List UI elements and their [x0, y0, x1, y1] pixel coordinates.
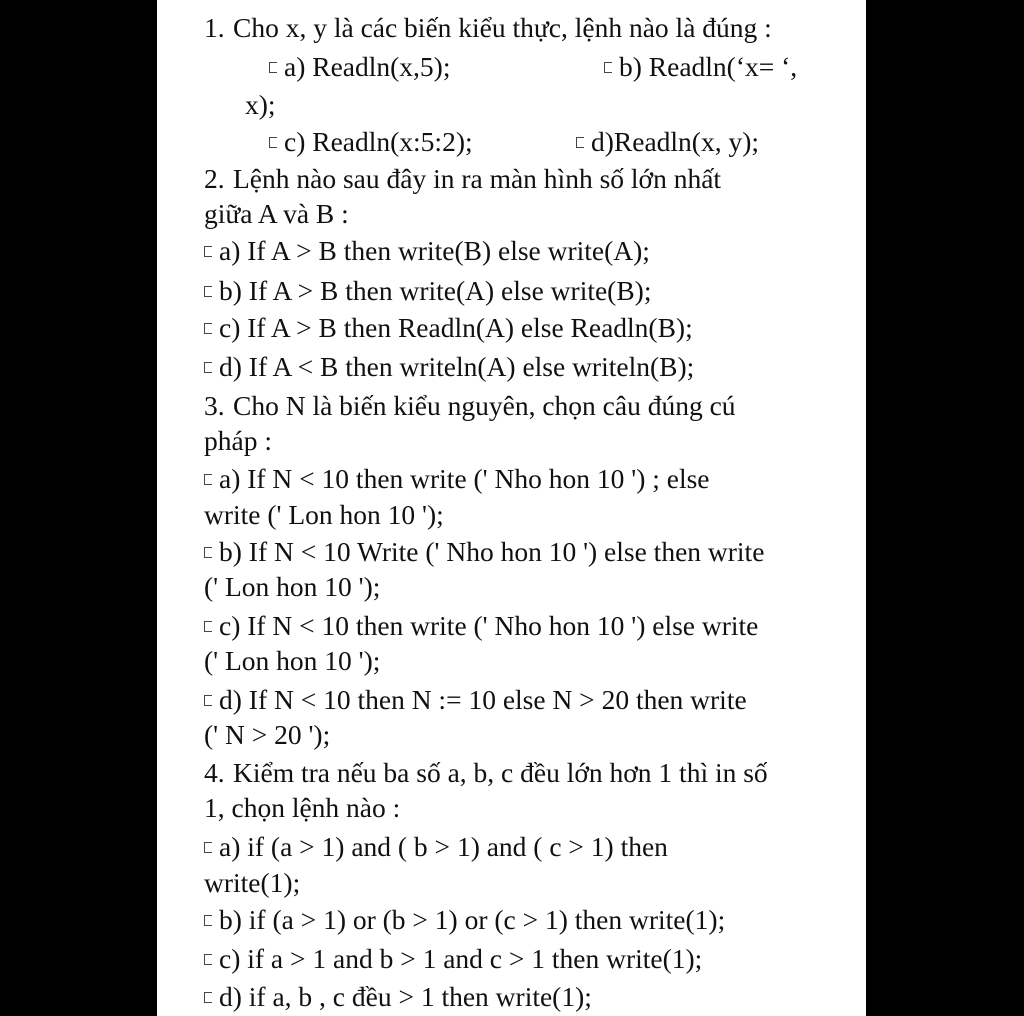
option-4a[interactable]: a) if (a > 1) and ( b > 1) and ( c > 1) then: [157, 830, 866, 864]
checkbox-icon: [204, 362, 212, 373]
question-3-text: Cho N là biến kiểu nguyên, chọn câu đúng cú: [233, 390, 736, 421]
checkbox-icon: [204, 474, 212, 485]
question-1-options-cd: [157, 125, 866, 159]
question-4-text: Kiểm tra nếu ba số a, b, c đều lớn hơn 1 thì in số: [233, 757, 768, 788]
option-4d[interactable]: d) if a, b , c đều > 1 then write(1);: [157, 980, 866, 1014]
question-4-line-2: 1, chọn lệnh nào :: [204, 792, 401, 823]
question-4-line: [157, 756, 866, 790]
question-2-line: [157, 162, 866, 196]
question-1-text: Cho x, y là các biến kiểu thực, lệnh nào là đúng :: [233, 12, 772, 43]
checkbox-icon: [204, 286, 212, 297]
option-1b[interactable]: b) Readln(‘x= ‘,: [604, 50, 797, 84]
checkbox-icon: [204, 992, 212, 1003]
checkbox-icon: [204, 621, 212, 632]
option-3a-continuation: write (' Lon hon 10 ');: [204, 499, 444, 530]
checkbox-icon: [604, 62, 612, 73]
option-4b[interactable]: b) if (a > 1) or (b > 1) or (c > 1) then write(1);: [157, 903, 866, 937]
option-2a[interactable]: a) If A > B then write(B) else write(A);: [157, 234, 866, 268]
option-1b-continuation: x);: [245, 89, 276, 120]
option-4c[interactable]: c) if a > 1 and b > 1 and c > 1 then write(1);: [157, 942, 866, 976]
checkbox-icon: [204, 695, 212, 706]
option-2b[interactable]: b) If A > B then write(A) else write(B);: [157, 274, 866, 308]
question-1-line: [157, 11, 866, 45]
option-3d-continuation: (' N > 20 ');: [204, 719, 331, 750]
option-3c-continuation: (' Lon hon 10 ');: [204, 645, 381, 676]
option-2c[interactable]: c) If A > B then Readln(A) else Readln(B);: [157, 311, 866, 345]
question-3-number: 3.: [204, 390, 225, 421]
question-2-text: Lệnh nào sau đây in ra màn hình số lớn nhất: [233, 163, 722, 194]
checkbox-icon: [204, 323, 212, 334]
checkbox-icon: [204, 842, 212, 853]
option-1d[interactable]: d)Readln(x, y);: [576, 125, 759, 159]
option-3a[interactable]: a) If N < 10 then write (' Nho hon 10 ') ; else: [157, 462, 866, 496]
question-3-line-2: pháp :: [204, 425, 272, 456]
option-1c[interactable]: c) Readln(x:5:2);: [269, 125, 473, 159]
question-2-line-2: giữa A và B :: [204, 198, 349, 229]
option-3d[interactable]: d) If N < 10 then N := 10 else N > 20 then write: [157, 683, 866, 717]
question-3-line: [157, 389, 866, 423]
checkbox-icon: [204, 547, 212, 558]
checkbox-icon: [269, 137, 277, 148]
option-3b[interactable]: b) If N < 10 Write (' Nho hon 10 ') else then write: [157, 535, 866, 569]
checkbox-icon: [204, 915, 212, 926]
checkbox-icon: [269, 62, 277, 73]
question-2-number: 2.: [204, 163, 225, 194]
option-4a-continuation: write(1);: [204, 867, 301, 898]
question-1-options-ab: [157, 50, 866, 84]
option-1a[interactable]: a) Readln(x,5);: [269, 50, 450, 84]
checkbox-icon: [204, 954, 212, 965]
option-3b-continuation: (' Lon hon 10 ');: [204, 571, 381, 602]
question-1-number: 1.: [204, 12, 225, 43]
checkbox-icon: [576, 137, 584, 148]
option-2d[interactable]: d) If A < B then writeln(A) else writeln(B);: [157, 350, 866, 384]
checkbox-icon: [204, 246, 212, 257]
document-page: [157, 0, 866, 1016]
question-4-number: 4.: [204, 757, 225, 788]
option-3c[interactable]: c) If N < 10 then write (' Nho hon 10 ') else write: [157, 609, 866, 643]
